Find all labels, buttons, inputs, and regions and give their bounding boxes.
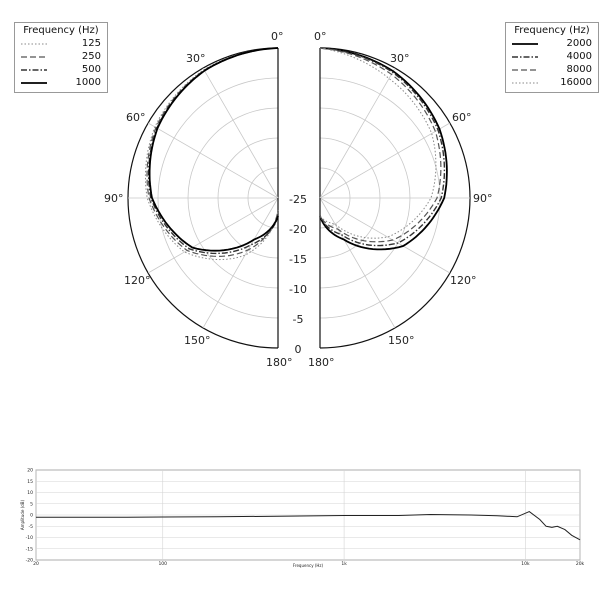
legend-left-entry: [21, 76, 101, 89]
y-tick-label: -10: [25, 536, 33, 541]
y-tick-label: 20: [27, 468, 33, 474]
left-angle-label-150: 150°: [184, 334, 211, 347]
legend-right-entry: [512, 63, 592, 76]
legend-right-title: Frequency (Hz): [514, 25, 590, 36]
legend-swatch-dashdot: [512, 54, 538, 60]
legend-left-title: Frequency (Hz): [23, 25, 99, 36]
left-angle-label-90: 90°: [104, 192, 124, 205]
right-grid-spoke: [320, 123, 450, 198]
right-grid-spoke: [320, 68, 395, 198]
x-tick-label: 10k: [521, 562, 530, 567]
y-tick-label: 10: [27, 491, 33, 496]
legend-right: [505, 22, 599, 93]
y-tick-label: -20: [25, 558, 33, 564]
y-tick-label: 15: [27, 479, 33, 485]
x-tick-label: 20: [33, 562, 39, 567]
x-tick-label: 100: [158, 562, 168, 567]
legend-right-entry: [512, 50, 592, 63]
y-tick-label: 0: [30, 513, 33, 519]
y-axis-label: Amplitude (dB): [20, 499, 25, 531]
legend-swatch-dashdot: [21, 67, 47, 73]
y-tick-label: -5: [28, 524, 33, 530]
left-grid-spoke: [148, 123, 278, 198]
y-tick-label: -15: [25, 547, 33, 553]
radial-label-minus-20: -20: [289, 223, 307, 236]
legend-swatch-dashed: [512, 67, 538, 73]
radial-label-minus-25: -25: [289, 193, 307, 206]
legend-swatch-dotted: [21, 41, 47, 47]
left-angle-label-0: 0°: [271, 30, 284, 43]
right-polar-curve-4000: [320, 48, 444, 246]
left-grid-spoke: [203, 68, 278, 198]
legend-left-label: 1000: [75, 77, 101, 88]
right-angle-label-60: 60°: [452, 111, 472, 124]
frequency-response-chart: [0, 460, 600, 580]
left-angle-label-180: 180°: [266, 356, 293, 369]
right-angle-label-180: 180°: [308, 356, 335, 369]
polar-right-grid: [320, 48, 470, 348]
right-angle-label-30: 30°: [390, 52, 410, 65]
x-tick-label: 20k: [575, 562, 585, 567]
x-axis-label: Frequency (Hz): [292, 563, 324, 568]
radial-label-minus-5: -5: [292, 313, 304, 326]
legend-right-entry: [512, 76, 592, 89]
legend-right-label: 8000: [566, 64, 592, 75]
legend-right-label: 4000: [566, 51, 592, 62]
left-grid-spoke: [203, 198, 278, 328]
legend-swatch-dashed: [21, 54, 47, 60]
left-polar-curve-1000: [150, 48, 278, 251]
left-angle-label-120: 120°: [124, 274, 151, 287]
legend-left-label: 500: [81, 64, 101, 75]
legend-swatch-solid: [21, 80, 47, 86]
legend-right-entry: [512, 37, 592, 50]
legend-right-label: 2000: [566, 38, 592, 49]
right-angle-label-90: 90°: [473, 192, 493, 205]
radial-label-minus-10: -10: [289, 283, 307, 296]
legend-left-entry: [21, 63, 101, 76]
legend-swatch-solid: [512, 41, 538, 47]
legend-left-entry: [21, 50, 101, 63]
left-angle-label-30: 30°: [186, 52, 206, 65]
legend-left: [14, 22, 108, 93]
legend-left-label: 125: [81, 38, 101, 49]
legend-swatch-dotted: [512, 80, 538, 86]
radial-label-minus-15: -15: [289, 253, 307, 266]
x-tick-label: 1k: [341, 562, 347, 567]
polar-right-curves: [320, 48, 447, 249]
legend-right-label: 16000: [560, 77, 592, 88]
right-polar-curve-8000: [320, 48, 441, 242]
radial-label-0: 0: [294, 343, 302, 356]
left-angle-label-60: 60°: [126, 111, 146, 124]
legend-left-label: 250: [81, 51, 101, 62]
right-grid-spoke: [320, 198, 395, 328]
right-angle-label-150: 150°: [388, 334, 415, 347]
right-angle-label-0: 0°: [314, 30, 327, 43]
right-polar-curve-16000: [320, 48, 436, 238]
right-angle-label-120: 120°: [450, 274, 477, 287]
legend-left-entry: [21, 37, 101, 50]
y-tick-label: 5: [30, 502, 33, 508]
